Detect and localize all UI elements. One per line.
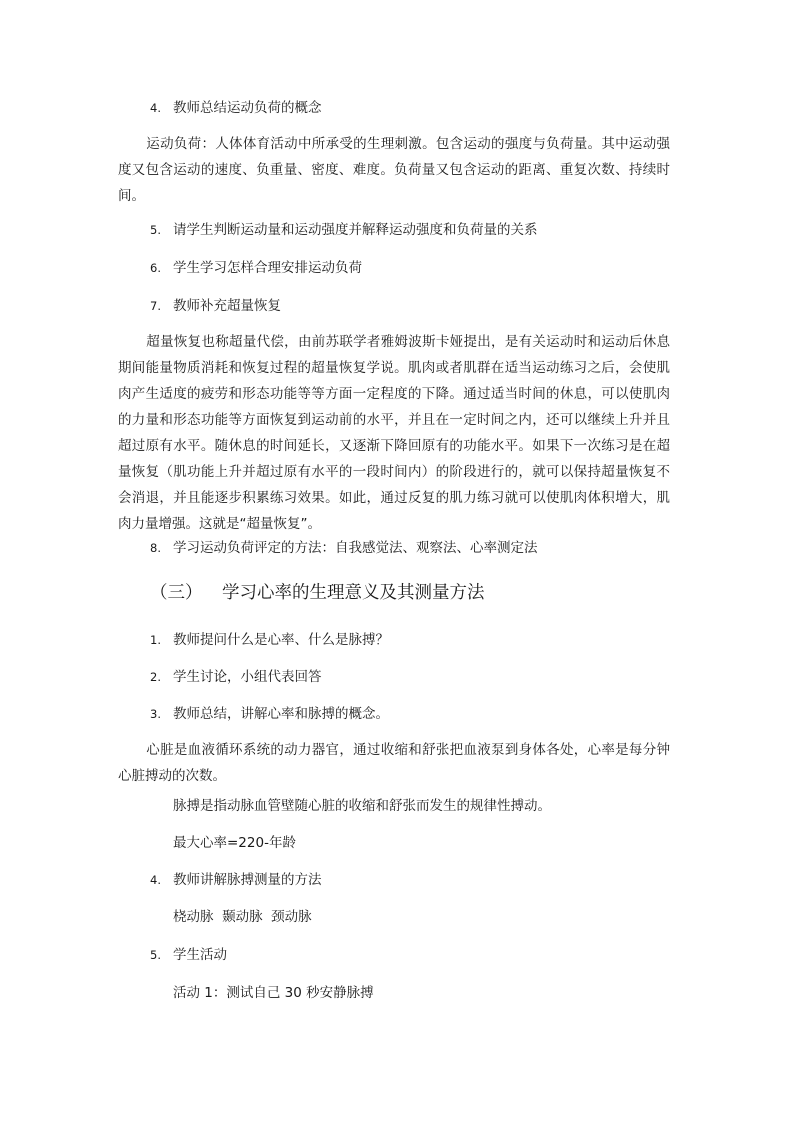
list-item-text: 请学生判断运动量和运动强度并解释运动强度和负荷量的关系 [173, 222, 538, 238]
list-number: 5. [150, 223, 161, 237]
list-item-text: 学生活动 [173, 947, 227, 963]
list-number: 3. [150, 707, 161, 721]
paragraph-text: 运动负荷：人体体育活动中所承受的生理刺激。包含运动的强度与负荷量。其中运动强度又包含运动的速度、负重量、密度、难度。负荷量又包含运动的距离、重复次数、持续时间。 [118, 136, 670, 204]
section-heading-text: 学习心率的生理意义及其测量方法 [222, 583, 485, 603]
list-number: 6. [150, 261, 161, 275]
list-item-text: 学生学习怎样合理安排运动负荷 [173, 260, 362, 276]
paragraph-supercompensation [118, 329, 670, 537]
list-number: 5. [150, 948, 161, 962]
list-number: 7. [150, 299, 161, 313]
pulse-definition: 脉搏是指动脉血管壁随心脏的收缩和舒张而发生的规律性搏动。 [173, 798, 551, 814]
list-number: 1. [150, 633, 161, 647]
list-number: 4. [150, 873, 161, 887]
list-number: 2. [150, 670, 161, 684]
list-item-text: 教师提问什么是心率、什么是脉搏？ [173, 632, 389, 648]
list-item-text: 教师总结，讲解心率和脉搏的概念。 [173, 706, 389, 722]
list-item-text: 教师讲解脉搏测量的方法 [173, 872, 322, 888]
list-number: 4. [150, 101, 161, 115]
pulse-sites: 桡动脉 颞动脉 颈动脉 [173, 909, 312, 925]
section-heading [150, 581, 485, 605]
list-item-text: 教师补充超量恢复 [173, 298, 281, 314]
list-item-text: 学生讨论，小组代表回答 [173, 669, 322, 685]
paragraph-heart-rate [118, 737, 670, 789]
paragraph-text: 超量恢复也称超量代偿，由前苏联学者雅姆波斯卡娅提出，是有关运动时和运动后休息期间能量物质消耗和恢复过程的超量恢复学说。肌肉或者肌群在适当运动练习之后，会使肌肉产生适度的疲劳和形态功能等等方面一定程度的下降。通过适当时间的休息，可以使肌肉的力量和形态功能等方面恢复到运动前的水平，并且在一定时间之内，还可以继续上升并且超过原有水平。随休息的时间延长，又逐渐下降回原有的功能水平。如果下一次练习是在超量恢复（肌功能上升并超过原有水平的一段时间内）的阶段进行的，就可以保持超量恢复不会消退，并且能逐步积累练习效果。如此，通过反复的肌力练习就可以使肌肉体积增大，肌肉力量增强。这就是“超量恢复”。 [118, 334, 670, 532]
section-heading-number: （三） [150, 583, 203, 603]
list-item-text: 学习运动负荷评定的方法：自我感觉法、观察法、心率测定法 [173, 540, 538, 556]
paragraph-text: 心脏是血液循环系统的动力器官，通过收缩和舒张把血液泵到身体各处，心率是每分钟心脏搏动的次数。 [118, 742, 670, 784]
paragraph-load-definition [118, 131, 670, 209]
list-number: 8. [150, 541, 161, 555]
activity-1: 活动 1：测试自己 30 秒安静脉搏 [173, 985, 374, 1001]
list-item-text: 教师总结运动负荷的概念 [173, 100, 322, 116]
max-heart-rate-formula: 最大心率=220-年龄 [173, 835, 296, 851]
